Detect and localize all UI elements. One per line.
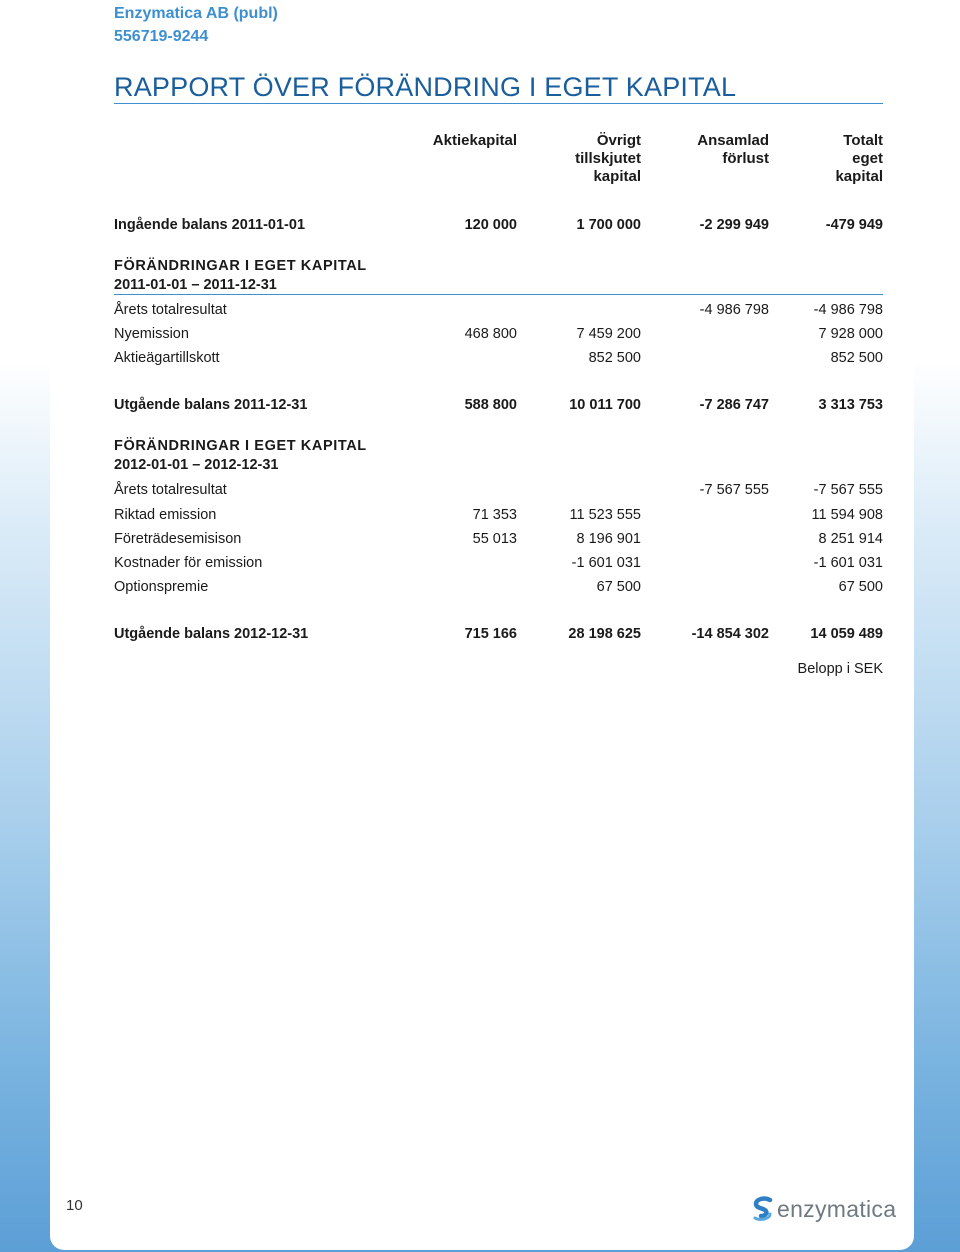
section-title: FÖRÄNDRINGAR I EGET KAPITAL xyxy=(114,258,367,274)
logo-text: enzymatica xyxy=(777,1196,897,1222)
page-title: RAPPORT ÖVER FÖRÄNDRING I EGET KAPITAL xyxy=(114,72,737,102)
page-number: 10 xyxy=(66,1197,83,1214)
row-label: Årets totalresultat xyxy=(114,482,227,498)
col-header-line: Aktiekapital xyxy=(432,132,517,149)
opening-balance-2011-row xyxy=(114,215,883,235)
cell-aktiekapital: 588 800 xyxy=(464,397,517,413)
col-header-totalt-eget-kapital xyxy=(835,132,883,186)
cell-ovrigt-tillskjutet: 11 523 555 xyxy=(569,507,641,523)
cell-aktiekapital: 468 800 xyxy=(464,326,517,342)
col-header-line: eget xyxy=(852,150,883,167)
cell-ovrigt-tillskjutet: 1 700 000 xyxy=(576,217,641,233)
section-title: FÖRÄNDRINGAR I EGET KAPITAL xyxy=(114,438,367,454)
closing-balance-2011-row xyxy=(114,395,883,415)
org-number: 556719-9244 xyxy=(114,28,209,45)
row-label: Aktieägartillskott xyxy=(114,350,220,366)
cell-ovrigt-tillskjutet: 67 500 xyxy=(596,579,641,595)
enzymatica-logo-mark-icon xyxy=(752,1196,774,1222)
col-header-line: Totalt xyxy=(843,132,883,149)
cell-ovrigt-tillskjutet: 28 198 625 xyxy=(568,626,641,642)
cell-ovrigt-tillskjutet: -1 601 031 xyxy=(571,555,641,571)
cell-ansamlad-forlust: -14 854 302 xyxy=(691,626,769,642)
table-row xyxy=(114,300,883,320)
row-label: Ingående balans 2011-01-01 xyxy=(114,217,306,233)
cell-totalt: 67 500 xyxy=(838,579,883,595)
row-label: Kostnader för emission xyxy=(114,555,263,571)
cell-totalt: 7 928 000 xyxy=(818,326,883,342)
cell-totalt: -1 601 031 xyxy=(813,555,883,571)
cell-ovrigt-tillskjutet: 8 196 901 xyxy=(576,531,641,547)
company-info xyxy=(114,2,278,48)
col-header-line: kapital xyxy=(593,168,641,185)
cell-ansamlad-forlust: -7 286 747 xyxy=(699,397,769,413)
col-header-line: kapital xyxy=(835,168,883,185)
table-row xyxy=(114,505,883,525)
enzymatica-logo xyxy=(752,1196,896,1222)
col-header-ansamlad-forlust xyxy=(697,132,769,168)
cell-totalt: 3 313 753 xyxy=(818,397,883,413)
row-label: Årets totalresultat xyxy=(114,302,227,318)
cell-ovrigt-tillskjutet: 10 011 700 xyxy=(569,397,641,413)
cell-aktiekapital: 55 013 xyxy=(472,531,517,547)
cell-totalt: 8 251 914 xyxy=(818,531,883,547)
table-row xyxy=(114,324,883,344)
row-label: Utgående balans 2012-12-31 xyxy=(114,626,309,642)
col-header-ovrigt-tillskjutet xyxy=(575,132,641,186)
company-name: Enzymatica AB (publ) xyxy=(114,5,278,22)
cell-totalt: -4 986 798 xyxy=(813,302,883,318)
cell-totalt: -479 949 xyxy=(825,217,883,233)
cell-totalt: -7 567 555 xyxy=(813,482,883,498)
table-row xyxy=(114,348,883,368)
cell-aktiekapital: 120 000 xyxy=(464,217,517,233)
col-header-line: Övrigt xyxy=(596,132,641,149)
col-header-line: Ansamlad xyxy=(697,132,769,149)
section-period: 2012-01-01 – 2012-12-31 xyxy=(114,457,279,473)
row-label: Optionspremie xyxy=(114,579,209,595)
table-row xyxy=(114,480,883,500)
cell-totalt: 11 594 908 xyxy=(811,507,883,523)
section-heading-2011 xyxy=(114,257,367,295)
col-header-line: förlust xyxy=(722,150,769,167)
table-row xyxy=(114,553,883,573)
col-header-line: tillskjutet xyxy=(575,150,641,167)
table-row xyxy=(114,529,883,549)
cell-aktiekapital: 71 353 xyxy=(472,507,517,523)
currency-footnote: Belopp i SEK xyxy=(797,661,883,677)
cell-totalt: 852 500 xyxy=(830,350,883,366)
row-label: Företrädesemisison xyxy=(114,531,242,547)
cell-totalt: 14 059 489 xyxy=(810,626,883,642)
cell-aktiekapital: 715 166 xyxy=(464,626,517,642)
cell-ansamlad-forlust: -4 986 798 xyxy=(699,302,769,318)
cell-ovrigt-tillskjutet: 7 459 200 xyxy=(576,326,641,342)
cell-ansamlad-forlust: -7 567 555 xyxy=(699,482,769,498)
cell-ovrigt-tillskjutet: 852 500 xyxy=(588,350,641,366)
closing-balance-2012-row xyxy=(114,624,883,644)
cell-ansamlad-forlust: -2 299 949 xyxy=(699,217,769,233)
table-row xyxy=(114,577,883,597)
section-divider xyxy=(114,294,883,295)
section-heading-2012 xyxy=(114,437,367,475)
row-label: Nyemission xyxy=(114,326,189,342)
col-header-aktiekapital xyxy=(433,132,517,150)
row-label: Riktad emission xyxy=(114,507,217,523)
title-divider xyxy=(114,103,883,104)
row-label: Utgående balans 2011-12-31 xyxy=(114,397,308,413)
section-period: 2011-01-01 – 2011-12-31 xyxy=(114,277,277,293)
